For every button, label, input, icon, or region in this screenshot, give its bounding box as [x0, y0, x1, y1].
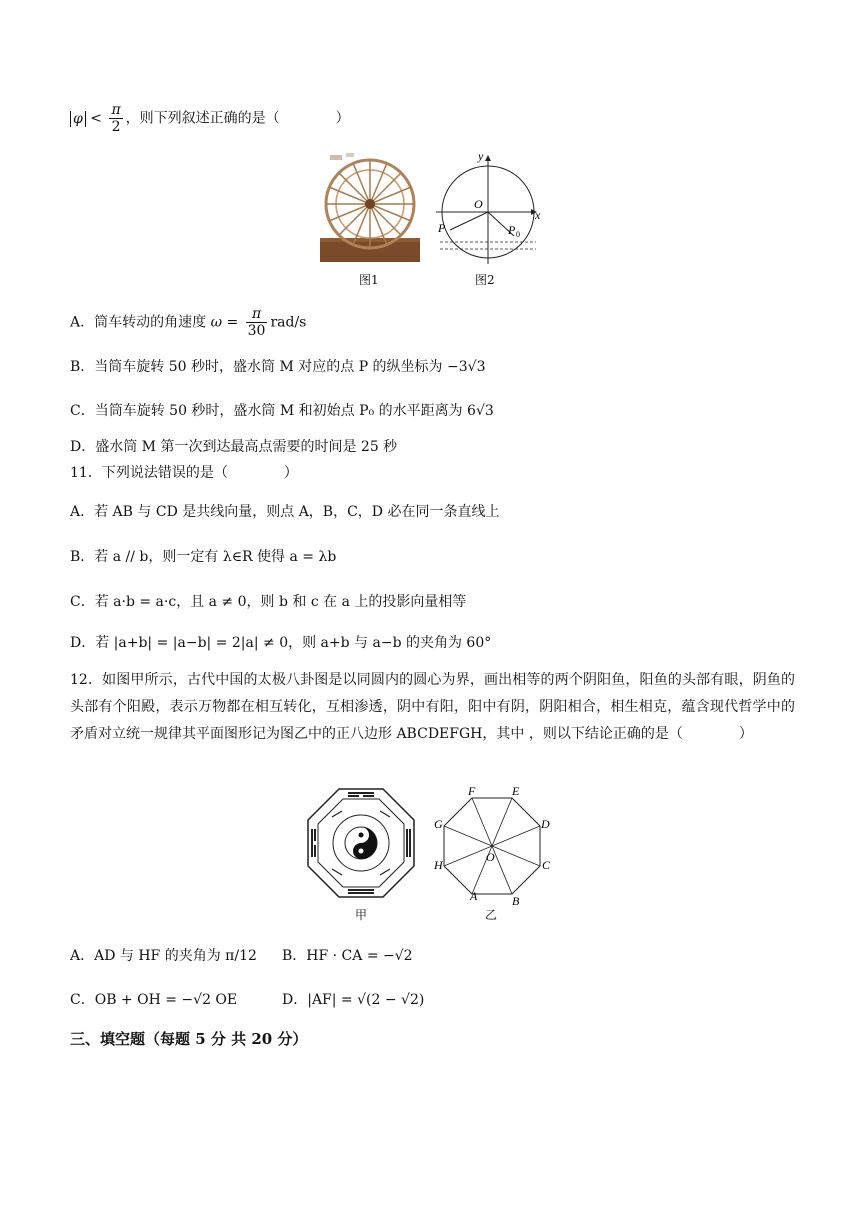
figure-jia-bagua — [306, 787, 416, 899]
octagon-label-E: E — [512, 784, 520, 798]
octagon-label-O: O — [486, 850, 495, 864]
phi-abs: φ — [70, 111, 86, 127]
figure-yi-caption: 乙 — [485, 908, 498, 922]
octagon-label-F: F — [468, 784, 476, 798]
octagon-label-H: H — [434, 858, 443, 872]
figure-1-caption: 图1 — [359, 273, 379, 287]
octagon-label-B: B — [512, 894, 520, 907]
figure-yi-octagon — [428, 783, 558, 907]
q12-option-a[interactable]: A．AD 与 HF 的夹角为 π/12 — [70, 948, 257, 964]
q10-option-d[interactable]: D．盛水筒 M 第一次到达最高点需要的时间是 25 秒 — [70, 439, 398, 455]
q11-option-a[interactable]: A．若 AB 与 CD 是共线向量，则点 A，B，C，D 必在同一条直线上 — [70, 504, 500, 520]
octagon-label-A: A — [470, 889, 478, 903]
figure-jia-caption: 甲 — [355, 908, 368, 922]
q10-option-b[interactable]: B．当筒车旋转 50 秒时，盛水筒 M 对应的点 P 的纵坐标为 −3√3 — [70, 359, 486, 375]
q10-option-c[interactable]: C．当筒车旋转 50 秒时，盛水筒 M 和初始点 P₀ 的水平距离为 6√3 — [70, 403, 494, 419]
fig2-label-x: x — [535, 208, 541, 222]
section-3-heading: 三、填空题（每题 5 分 共 20 分） — [70, 1030, 308, 1048]
q12-option-d[interactable]: D．|AF| = √(2 − √2) — [282, 992, 425, 1008]
figure-2-caption: 图2 — [475, 273, 495, 287]
fig2-label-y: y — [478, 150, 484, 163]
q10-option-a[interactable]: A．筒车转动的角速度 ω = $\frac{\pi}{30}$ rad/s — [70, 306, 307, 339]
fig2-label-P0-sub: 0 — [516, 230, 520, 239]
fig2-label-P: P — [438, 221, 446, 235]
q11-option-b[interactable]: B．若 a // b，则一定有 λ∈R 使得 a = λb — [70, 549, 337, 565]
pi-over-2: $\frac{\pi}{2}$ — [111, 102, 121, 135]
q10-stem-tail: φ < $\frac{\pi}{2}$ ，则下列叙述正确的是（ ） — [70, 102, 350, 135]
fig2-label-O: O — [474, 197, 483, 211]
q11-stem: 11．下列说法错误的是（ ） — [70, 465, 298, 481]
q12-option-c[interactable]: C．OB + OH = −√2 OE — [70, 992, 238, 1008]
q12-option-b[interactable]: B．HF · CA = −√2 — [282, 948, 413, 964]
q11-option-d[interactable]: D．若 |a+b| = |a−b| = 2|a| ≠ 0，则 a+b 与 a−b 的夹角为 60° — [70, 635, 492, 651]
q12-stem: 12．如图甲所示，古代中国的太极八卦图是以同圆内的圆心为界，画出相等的两个阴阳鱼，阳鱼的头部有眼，阴鱼的头部有个阳殿，表示万物都在相互转化，互相渗透，阴中有阳，阳中有阴，阴阳相合，相生相克，蕴含现代哲学中的矛盾对立统一规律其平面图形记为图乙中的正八边形 ABCDEFGH，其中 ，则以下结论正确的是（ ） — [70, 672, 795, 742]
fig2-label-P0: P — [508, 223, 516, 237]
figure-2-circle-diagram — [432, 150, 548, 268]
octagon-label-C: C — [542, 858, 551, 872]
q11-option-c[interactable]: C．若 a·b = a·c，且 a ≠ 0，则 b 和 c 在 a 上的投影向量相等 — [70, 594, 467, 610]
figure-1-water-wheel — [318, 152, 424, 272]
octagon-label-D: D — [541, 817, 550, 831]
octagon-label-G: G — [434, 817, 443, 831]
